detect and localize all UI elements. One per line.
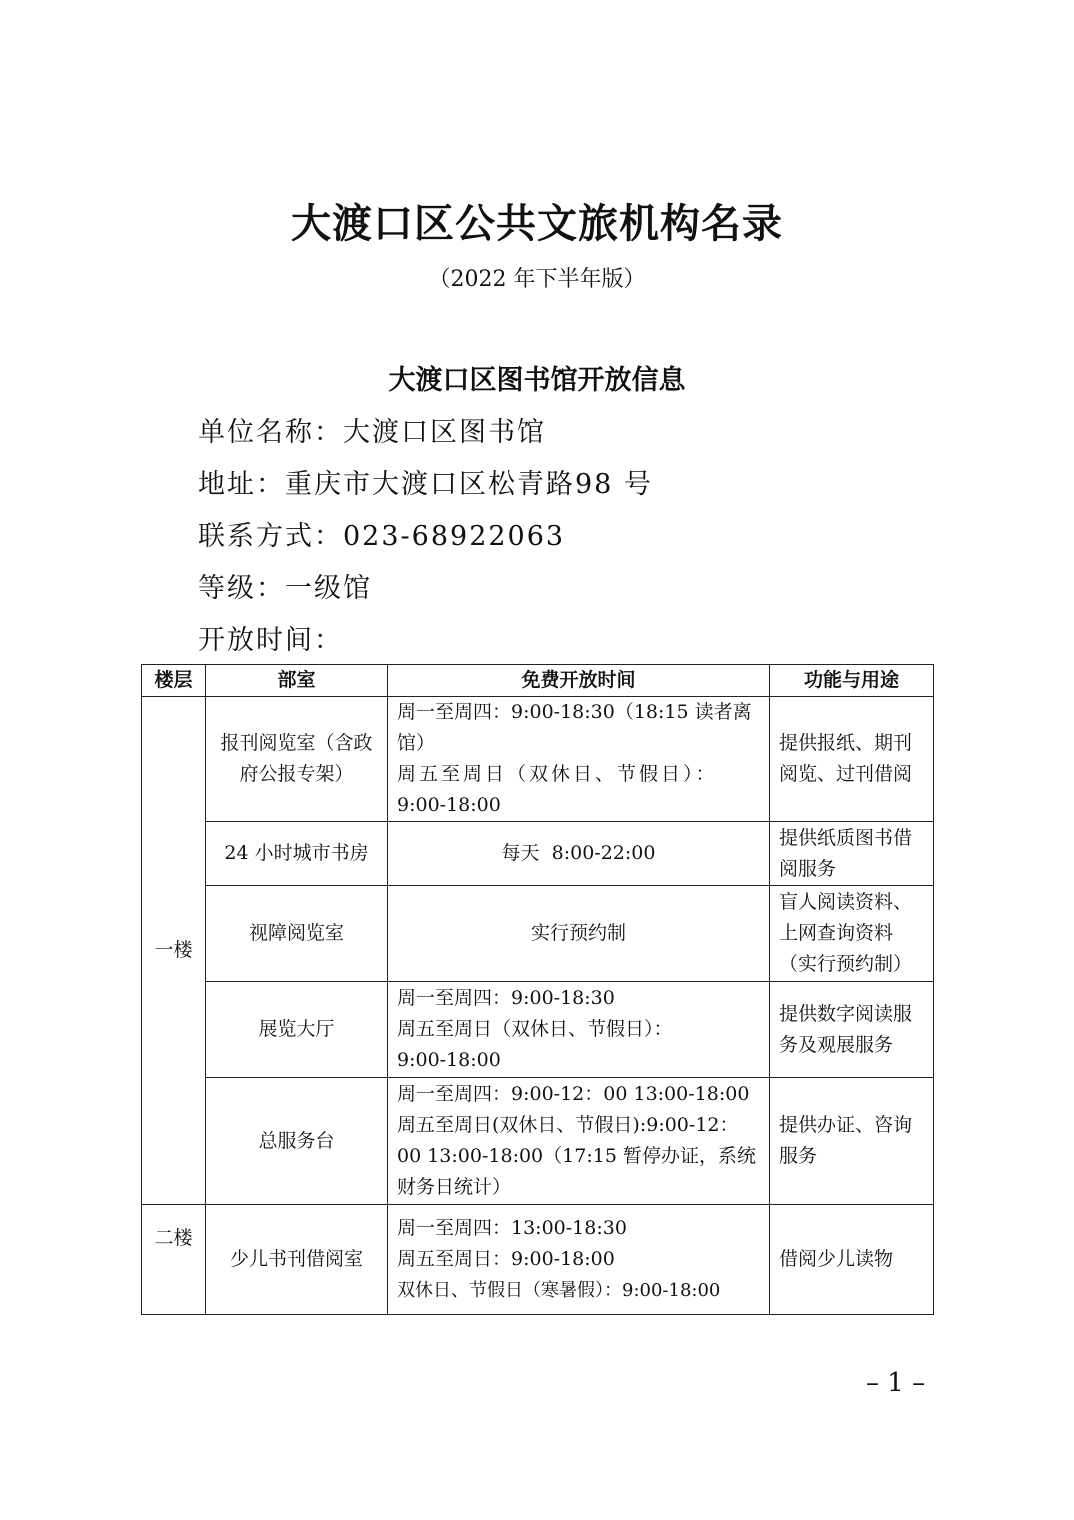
document-subtitle: （2022 年下半年版）	[428, 267, 646, 292]
function-cell: 借阅少儿读物	[770, 1205, 934, 1315]
dept-cell: 展览大厅	[206, 982, 388, 1078]
opening-hours-table	[141, 664, 934, 1315]
table-row	[142, 982, 934, 1078]
info-unit-name: 单位名称：大渡口区图书馆	[198, 417, 546, 448]
time-line: 周五至周日（双休日、节假日）：	[397, 763, 718, 785]
time-line: 周一至周四：9:00-12：00 13:00-18:00	[397, 1083, 750, 1105]
time-line: 9:00-18:00	[397, 794, 501, 816]
time-cell	[388, 1205, 770, 1315]
time-cell	[388, 982, 770, 1078]
time-line: 周五至周日(双休日、节假日):9:00-12：00 13:00-18:00（17:15 暂停办证，系统财务日统计）	[397, 1114, 756, 1198]
page-number: – 1 –	[866, 1368, 926, 1398]
dept-cell: 报刊阅览室（含政府公报专架）	[206, 697, 388, 822]
table-row	[142, 1205, 934, 1315]
time-line: 周一至周四：9:00-18:30	[397, 987, 615, 1009]
time-cell	[388, 697, 770, 822]
section-title: 大渡口区图书馆开放信息	[388, 365, 686, 396]
info-address: 地址：重庆市大渡口区松青路98 号	[198, 469, 653, 500]
floor-cell: 二楼	[142, 1205, 206, 1315]
time-line: 周一至周四：9:00-18:30（18:15 读者离馆）	[397, 701, 752, 754]
dept-cell: 少儿书刊借阅室	[206, 1205, 388, 1315]
table-row	[142, 886, 934, 982]
header-dept: 部室	[206, 665, 388, 697]
time-line: 周一至周四：13:00-18:30	[397, 1217, 627, 1239]
table-row	[142, 697, 934, 822]
header-floor: 楼层	[142, 665, 206, 697]
function-cell: 提供办证、咨询服务	[770, 1078, 934, 1205]
function-cell: 提供数字阅读服务及观展服务	[770, 982, 934, 1078]
dept-cell: 24 小时城市书房	[206, 822, 388, 886]
header-function: 功能与用途	[770, 665, 934, 697]
time-line: 周五至周日（双休日、节假日）：	[397, 1018, 673, 1040]
floor-cell: 一楼	[142, 697, 206, 1205]
dept-cell: 视障阅览室	[206, 886, 388, 982]
function-cell: 盲人阅读资料、上网查询资料（实行预约制）	[770, 886, 934, 982]
header-time: 免费开放时间	[388, 665, 770, 697]
info-opening-hours-label: 开放时间：	[198, 625, 343, 656]
table-header-row	[142, 665, 934, 697]
time-cell	[388, 1078, 770, 1205]
function-cell: 提供报纸、期刊阅览、过刊借阅	[770, 697, 934, 822]
time-cell	[388, 886, 770, 982]
function-cell: 提供纸质图书借阅服务	[770, 822, 934, 886]
info-contact: 联系方式：023-68922063	[198, 521, 566, 552]
time-line: 每天 8:00-22:00	[501, 842, 656, 864]
time-line: 双休日、节假日（寒暑假）：9:00-18:00	[397, 1280, 721, 1301]
time-cell	[388, 822, 770, 886]
info-level: 等级：一级馆	[198, 573, 372, 604]
table-row	[142, 1078, 934, 1205]
time-line: 周五至周日：9:00-18:00	[397, 1248, 615, 1270]
table-row	[142, 822, 934, 886]
document-title: 大渡口区公共文旅机构名录	[291, 200, 783, 247]
time-line: 实行预约制	[530, 922, 626, 944]
time-line: 9:00-18:00	[397, 1049, 501, 1071]
dept-cell: 总服务台	[206, 1078, 388, 1205]
